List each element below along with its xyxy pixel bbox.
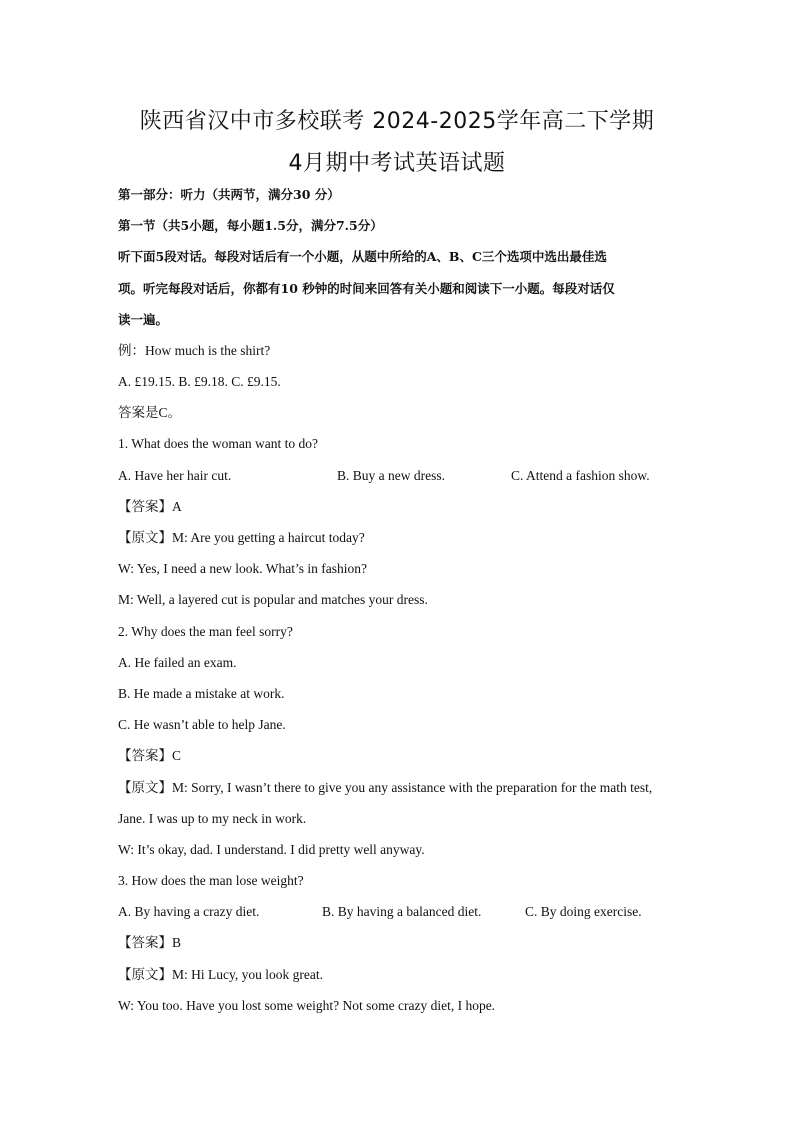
document-title-line-2: 4月期中考试英语试题 — [288, 151, 506, 176]
question-3: 3. How does the man lose weight? — [118, 873, 304, 888]
question-2-option-a: A. He failed an exam. — [118, 655, 237, 670]
question-3-transcript-2: W: You too. Have you lost some weight? Not some crazy diet, I hope. — [118, 998, 496, 1013]
question-1-answer: 【答案】A — [118, 499, 182, 514]
section-heading: 第一节（共5小题，每小题1.5分，满分7.5分） — [118, 218, 383, 233]
question-2: 2. Why does the man feel sorry? — [118, 624, 293, 639]
question-3-option-a: A. By having a crazy diet. — [118, 904, 260, 919]
question-2-transcript-2: Jane. I was up to my neck in work. — [118, 811, 307, 826]
example-question: 例：How much is the shirt? — [118, 343, 271, 358]
instructions-line-1: 听下面5段对话。每段对话后有一个小题，从题中所给的A、B、C三个选项中选出最佳选 — [118, 249, 607, 264]
question-3-option-c: C. By doing exercise. — [525, 904, 642, 919]
question-1-option-a: A. Have her hair cut. — [118, 468, 232, 483]
question-2-transcript-1: 【原文】M: Sorry, I wasn’t there to give you any assistance with the preparation for the math test, — [118, 780, 653, 795]
question-3-answer: 【答案】B — [118, 935, 182, 950]
question-1-transcript-2: W: Yes, I need a new look. What’s in fashion? — [118, 561, 367, 576]
question-2-answer: 【答案】C — [118, 748, 182, 763]
example-options: A. £19.15. B. £9.18. C. £9.15. — [118, 374, 281, 389]
question-3-option-b: B. By having a balanced diet. — [322, 904, 482, 919]
question-1: 1. What does the woman want to do? — [118, 436, 318, 451]
question-1-transcript-1: 【原文】M: Are you getting a haircut today? — [118, 530, 365, 545]
part-heading: 第一部分：听力（共两节，满分30 分） — [118, 187, 340, 202]
question-3-transcript-1: 【原文】M: Hi Lucy, you look great. — [118, 967, 323, 982]
example-answer: 答案是C。 — [118, 405, 182, 420]
question-2-transcript-3: W: It’s okay, dad. I understand. I did pretty well anyway. — [118, 842, 425, 857]
question-1-option-c: C. Attend a fashion show. — [511, 468, 650, 483]
question-1-transcript-3: M: Well, a layered cut is popular and matches your dress. — [118, 592, 428, 607]
document-title-line-1: 陕西省汉中市多校联考 2024-2025学年高二下学期 — [139, 109, 655, 134]
question-1-option-b: B. Buy a new dress. — [337, 468, 445, 483]
question-2-option-b: B. He made a mistake at work. — [118, 686, 285, 701]
question-2-option-c: C. He wasn’t able to help Jane. — [118, 717, 286, 732]
instructions-line-3: 读一遍。 — [118, 312, 169, 327]
instructions-line-2: 项。听完每段对话后，你都有10 秒钟的时间来回答有关小题和阅读下一小题。每段对话仅 — [118, 281, 615, 296]
